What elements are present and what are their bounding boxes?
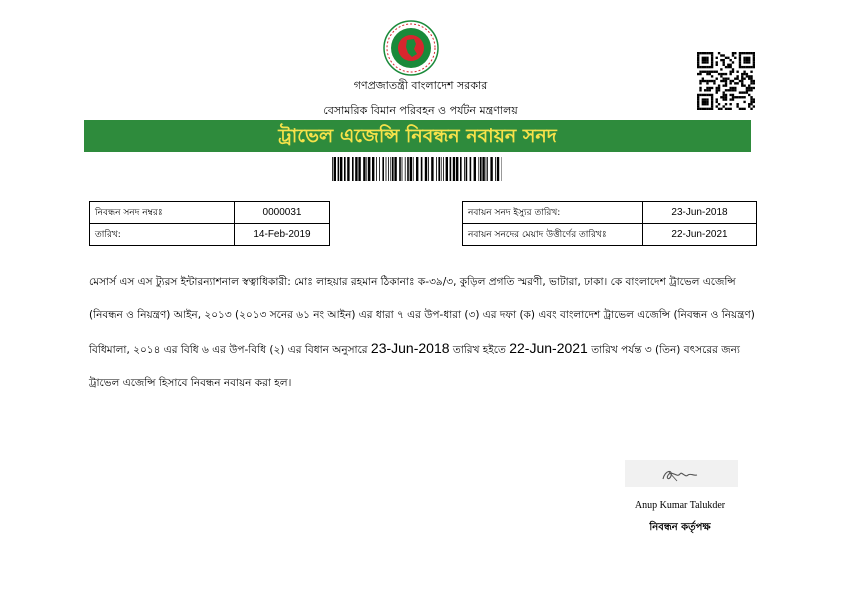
table-row	[90, 202, 330, 224]
government-name: গণপ্রজাতন্ত্রী বাংলাদেশ সরকার	[353, 79, 488, 92]
certificate-title: ট্রাভেল এজেন্সি নিবন্ধন নবায়ন সনদ	[278, 125, 557, 147]
ministry-name: বেসামরিক বিমান পরিবহন ও পর্যটন মন্ত্রণালয়	[323, 104, 518, 117]
validity-start-date: 23-Jun-2018	[370, 340, 450, 356]
body-text-part1: মেসার্স এস এস ট্যুরস ইন্টারন্যাশনাল স্বত্বাধিকারী: মোঃ লাহয়ার রহমান ঠিকানাঃ ক-৩৯/৩, কুড়িল প্রগতি স্মরণী, ভাটারা, ঢাকা। কে বাংলাদেশ ট্রাভেল এজেন্সি (নিবন্ধন ও নিয়ন্ত্রণ) আইন, ২০১৩ (২০১৩ সনের ৬১ নং আইন) এর ধারা ৭ এর উপ-ধারা (৩) এর দফা (ক) এবং বাংলাদেশ ট্রাভেল এজেন্সি (নিবন্ধন ও নিয়ন্ত্রণ) বিধিমালা, ২০১৪ এর বিধি ৬ এর উপ-বিধি (২) এর বিধান অনুসারে	[89, 276, 755, 356]
certificate-body	[89, 266, 759, 400]
body-text-part2: তারিখ হইতে	[452, 344, 506, 356]
renewal-issue-date-label: নবায়ন সনদ ইস্যুর তারিখ:	[463, 202, 643, 224]
table-row	[463, 202, 757, 224]
government-seal-icon	[383, 20, 439, 76]
validity-end-date: 22-Jun-2021	[509, 340, 588, 356]
renewal-info-table	[462, 201, 757, 246]
body-text-part3: তারিখ পর্যন্ত ৩ (তিন) বৎসরের জন্য ট্রাভেল এজেন্সি হিসাবে নিবন্ধন নবায়ন করা হল।	[89, 344, 740, 389]
renewal-issue-date-value: 23-Jun-2018	[643, 202, 757, 224]
table-row	[90, 224, 330, 246]
renewal-expiry-date-label: নবায়ন সনদের মেয়াদ উত্তীর্ণের তারিখঃ	[463, 224, 643, 246]
signature-image	[625, 460, 738, 487]
registration-date-value: 14-Feb-2019	[235, 224, 330, 246]
registration-number-value: 0000031	[235, 202, 330, 224]
signer-name: Anup Kumar Talukder	[634, 500, 726, 511]
registration-number-label: নিবন্ধন সনদ নম্বরঃ	[90, 202, 235, 224]
registration-info-table	[89, 201, 330, 246]
table-row	[463, 224, 757, 246]
registration-date-label: তারিখ:	[90, 224, 235, 246]
renewal-expiry-date-value: 22-Jun-2021	[643, 224, 757, 246]
barcode-icon	[332, 157, 502, 181]
signer-title: নিবন্ধন কর্তৃপক্ষ	[649, 522, 711, 533]
